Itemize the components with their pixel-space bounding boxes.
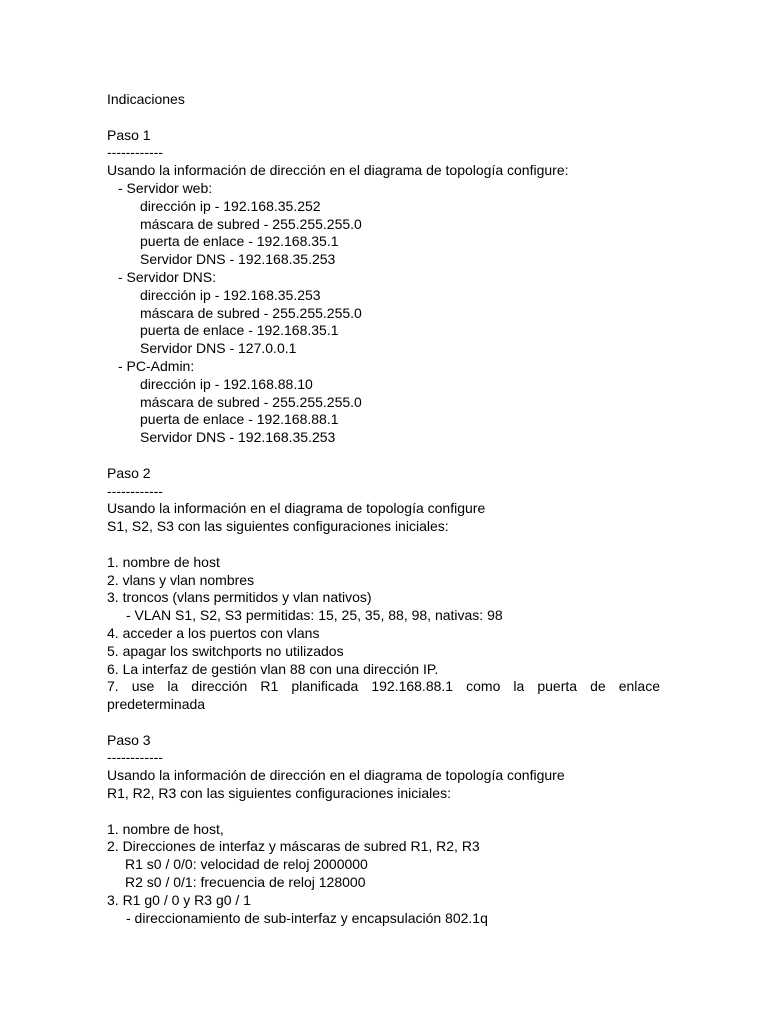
paso3-item-2-sub2: R2 s0 / 0/1: frecuencia de reloj 128000 xyxy=(125,874,366,891)
servidor-web-ip: dirección ip - 192.168.35.252 xyxy=(140,197,321,214)
paso2-item-2: 2. vlans y vlan nombres xyxy=(107,571,255,588)
spacer xyxy=(107,447,660,465)
paso2-item-4: 4. acceder a los puertos con vlans xyxy=(107,624,320,641)
servidor-dns-mask: máscara de subred - 255.255.255.0 xyxy=(140,304,362,321)
servidor-dns-dns: Servidor DNS - 127.0.0.1 xyxy=(140,340,297,357)
pc-admin-mask: máscara de subred - 255.255.255.0 xyxy=(140,393,362,410)
paso3-item-2-sub1: R1 s0 / 0/0: velocidad de reloj 2000000 xyxy=(125,856,368,873)
paso2-item-7-line1: 7. use la dirección R1 planificada 192.168.88.1 como la puerta de enlace xyxy=(107,678,660,695)
servidor-dns-ip: dirección ip - 192.168.35.253 xyxy=(140,286,321,303)
paso3-item-3: 3. R1 g0 / 0 y R3 g0 / 1 xyxy=(107,891,251,908)
paso2-item-1: 1. nombre de host xyxy=(107,553,220,570)
paso1-heading: Paso 1 xyxy=(107,126,151,143)
paso3-intro-line2: R1, R2, R3 con las siguientes configuraciones iniciales: xyxy=(107,785,451,802)
paso2-intro-line2: S1, S2, S3 con las siguientes configuraciones iniciales: xyxy=(107,518,449,535)
spacer xyxy=(107,803,660,821)
pc-admin-label: - PC-Admin: xyxy=(118,357,195,374)
paso3-intro-line1: Usando la información de dirección en el diagrama de topología configure xyxy=(107,767,565,784)
paso1-separator: ------------ xyxy=(107,144,163,161)
paso3-separator: ------------ xyxy=(107,749,163,766)
paso2-intro-line1: Usando la información en el diagrama de topología configure xyxy=(107,500,486,517)
paso3-item-1: 1. nombre de host, xyxy=(107,820,224,837)
paso3-item-3-sub: - direccionamiento de sub-interfaz y encapsulación 802.1q xyxy=(126,909,488,926)
paso3-heading: Paso 3 xyxy=(107,731,151,748)
servidor-dns-label: - Servidor DNS: xyxy=(118,268,217,285)
paso1-intro: Usando la información de dirección en el diagrama de topología configure: xyxy=(107,162,569,179)
servidor-web-label: - Servidor web: xyxy=(118,179,213,196)
pc-admin-gateway: puerta de enlace - 192.168.88.1 xyxy=(140,411,339,428)
spacer xyxy=(107,109,660,127)
paso3-item-2: 2. Direcciones de interfaz y máscaras de subred R1, R2, R3 xyxy=(107,838,480,855)
spacer xyxy=(107,536,660,554)
servidor-web-gateway: puerta de enlace - 192.168.35.1 xyxy=(140,233,339,250)
pc-admin-dns: Servidor DNS - 192.168.35.253 xyxy=(140,429,336,446)
spacer xyxy=(107,714,660,732)
servidor-web-mask: máscara de subred - 255.255.255.0 xyxy=(140,215,362,232)
paso2-item-5: 5. apagar los switchports no utilizados xyxy=(107,642,344,659)
document-title: Indicaciones xyxy=(107,91,185,107)
paso2-item-3: 3. troncos (vlans permitidos y vlan nativos) xyxy=(107,589,372,606)
paso2-item-3-sub: - VLAN S1, S2, S3 permitidas: 15, 25, 35, 88, 98, nativas: 98 xyxy=(126,607,503,624)
paso2-heading: Paso 2 xyxy=(107,464,151,481)
document-body xyxy=(107,91,660,927)
servidor-web-dns: Servidor DNS - 192.168.35.253 xyxy=(140,251,336,268)
pc-admin-ip: dirección ip - 192.168.88.10 xyxy=(140,375,313,392)
servidor-dns-gateway: puerta de enlace - 192.168.35.1 xyxy=(140,322,339,339)
paso2-item-6: 6. La interfaz de gestión vlan 88 con una dirección IP. xyxy=(107,660,439,677)
paso2-separator: ------------ xyxy=(107,482,163,499)
paso2-item-7-line2: predeterminada xyxy=(107,696,206,713)
